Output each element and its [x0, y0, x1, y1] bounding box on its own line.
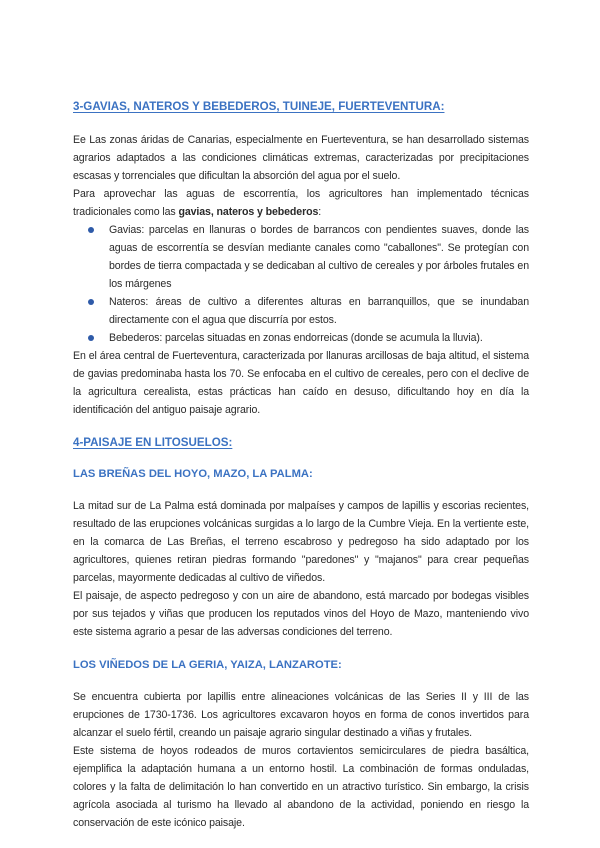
subheading-brenas: LAS BREÑAS DEL HOYO, MAZO, LA PALMA: [73, 468, 313, 480]
subheading-geria: LOS VIÑEDOS DE LA GERIA, YAIZA, LANZAROTE: [73, 659, 342, 671]
bullet-icon [88, 299, 94, 305]
section-heading-gavias: 3-GAVIAS, NATEROS Y BEBEDEROS, TUINEJE, FUERTEVENTURA: [73, 100, 445, 113]
paragraph-closing: En el área central de Fuerteventura, caracterizada por llanuras arcillosas de baja altitud, el sistema de gavias predominaba hasta los 70. Se enfocaba en el cultivo de cereales, pero con el declive de la agricultura cerealista, estas prácticas han caído en desuso, dificultando hoy en día la identificación del antiguo paisaje agrario. [73, 350, 529, 416]
list-item-text: Gavias: parcelas en llanuras o bordes de barrancos con pendientes suaves, donde las aguas de escorrentía se desvían mediante canales como "caballones". Se protegían con bordes de tierra compactada y se dedicaban al cultivo de cereales y por árboles frutales en los márgenes [109, 224, 529, 290]
bullet-icon [88, 335, 94, 341]
section-heading-litosuelos: 4-PAISAJE EN LITOSUELOS: [73, 436, 233, 449]
paragraph-techniques [73, 185, 529, 221]
paragraph-geria-1: Se encuentra cubierta por lapillis entre alineaciones volcánicas de las Series II y III de las erupciones de 1730-1736. Los agricultores excavaron hoyos en forma de conos invertidos para alcanzar el suelo fértil, creando un paisaje agrario singular destinado a viñas y frutales. [73, 691, 529, 739]
paragraph-techniques-colon: : [318, 206, 322, 218]
paragraph-brenas-1: La mitad sur de La Palma está dominada por malpaíses y campos de lapillis y escorias recientes, resultado de las erupciones volcánicas surgidas a lo largo de la Cumbre Vieja. En la vertiente este, en la comarca de Las Breñas, el terreno escabroso y pedregoso ha sido adaptado por los agricultores, quienes retiran piedras formando "paredones" y "majanos" para crear pequeñas parcelas, mayormente dedicadas al cultivo de viñedos. [73, 500, 529, 584]
list-item [73, 221, 529, 293]
paragraph-brenas-2: El paisaje, de aspecto pedregoso y con un aire de abandono, está marcado por bodegas visibles por sus tejados y viñas que producen los reputados vinos del Hoyo de Mazo, manteniendo vivo este sistema agrario a pesar de las adversas condiciones del terreno. [73, 590, 529, 638]
bullet-icon [88, 227, 94, 233]
paragraph-geria-2: Este sistema de hoyos rodeados de muros cortavientos semicirculares de piedra basáltica, ejemplifica la adaptación humana a un entorno hostil. La combinación de formas onduladas, colores y la falta de delimitación lo han convertido en un atractivo turístico. Sin embargo, la crisis agrícola asociada al turismo ha llevado al abandono de la actividad, poniendo en riesgo la conservación de este icónico paisaje. [73, 745, 529, 829]
paragraph-techniques-text: Para aprovechar las aguas de escorrentía, los agricultores han implementado técnicas tradicionales como las [73, 188, 529, 218]
list-item [73, 329, 529, 347]
list-item-text: Nateros: áreas de cultivo a diferentes alturas en barranquillos, que se inundaban directamente con el agua que discurría por estos. [109, 296, 529, 326]
list-item-text: Bebederos: parcelas situadas en zonas endorreicas (donde se acumula la lluvia). [109, 332, 483, 344]
paragraph-intro: Ee Las zonas áridas de Canarias, especialmente en Fuerteventura, se han desarrollado sistemas agrarios adaptados a las condiciones climáticas extremas, caracterizadas por precipitaciones escasas y torrenciales que dificultan la absorción del agua por el suelo. [73, 134, 529, 182]
techniques-list [73, 221, 529, 347]
list-item [73, 293, 529, 329]
page-content [73, 100, 529, 832]
paragraph-techniques-bold: gavias, nateros y bebederos [178, 206, 319, 218]
